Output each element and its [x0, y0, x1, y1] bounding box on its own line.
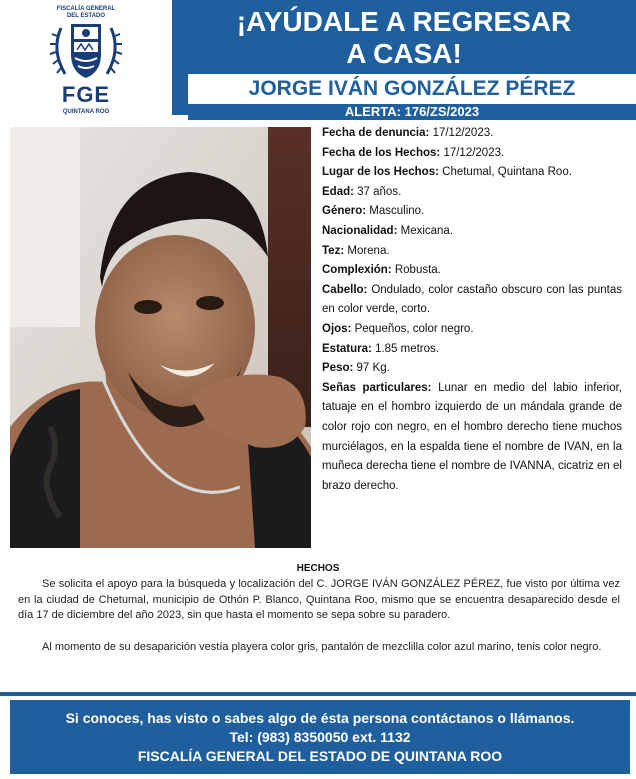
detail-value: Morena.	[347, 244, 390, 257]
footer-divider	[0, 692, 636, 696]
detail-row	[322, 124, 622, 144]
detail-row	[322, 281, 622, 320]
detail-label: Complexión:	[322, 264, 392, 277]
detail-label: Estatura:	[322, 342, 372, 355]
name-bar	[188, 74, 636, 106]
detail-value: Robusta.	[394, 264, 441, 277]
detail-row	[322, 340, 622, 360]
detail-value: Mexicana.	[400, 224, 454, 237]
hechos-body	[18, 577, 620, 655]
detail-row	[322, 320, 622, 340]
detail-label: Edad:	[322, 185, 354, 198]
logo-title-line2: DEL ESTADO	[66, 13, 106, 19]
detail-value: Chetumal, Quintana Roo.	[442, 166, 572, 179]
detail-row	[322, 261, 622, 281]
detail-label: Fecha de los Hechos:	[322, 146, 441, 159]
detail-row	[322, 163, 622, 183]
detail-row	[322, 144, 622, 164]
alert-number: ALERTA: 176/ZS/2023	[344, 104, 480, 119]
detail-label: Tez:	[322, 244, 345, 257]
hechos-paragraph-1: Se solicita el apoyo para la búsqueda y localización del C. JORGE IVÁN GONZÁLEZ PÉREZ, fue visto por última vez en la ciudad de Chetumal, municipio de Othón P. Blanco, Quintana Roo, mismo que se encuentra desaparecido desde el día 17 de diciembre del año 2023, sin que hasta el momento se sepa sobre su paradero.	[18, 578, 620, 622]
detail-row	[322, 242, 622, 262]
logo-acronym: FGE	[61, 82, 111, 107]
detail-row	[322, 359, 622, 379]
detail-value: Masculino.	[369, 205, 425, 218]
hechos-paragraph-2: Al momento de su desaparición vestía playera color gris, pantalón de mezclilla color azul marino, tenis color negro.	[42, 640, 602, 653]
detail-label: Peso:	[322, 362, 354, 375]
state-crest-icon	[47, 18, 125, 82]
detail-row	[322, 222, 622, 242]
detail-value: Ondulado, color castaño obscuro con las puntas en color verde, corto.	[322, 283, 622, 316]
detail-label: Señas particulares:	[322, 381, 432, 394]
detail-value: 17/12/2023.	[443, 146, 505, 159]
footer-banner	[10, 700, 630, 774]
detail-label: Género:	[322, 205, 367, 218]
headline-line2: A CASA!	[346, 38, 462, 69]
detail-label: Lugar de los Hechos:	[322, 166, 439, 179]
hechos-title: HECHOS	[296, 563, 340, 574]
detail-label: Cabello:	[322, 283, 368, 296]
person-photo-image	[10, 127, 311, 548]
detail-label: Ojos:	[322, 322, 352, 335]
detail-row	[322, 183, 622, 203]
footer-phone: Tel: (983) 8350050 ext. 1132	[229, 729, 411, 745]
detail-row	[322, 379, 622, 497]
logo-subtitle: QUINTANA ROO	[62, 109, 110, 115]
logo-title-line1: FISCALÍA GENERAL	[56, 6, 116, 12]
alert-bar	[188, 104, 636, 120]
detail-row	[322, 202, 622, 222]
person-photo	[10, 127, 311, 548]
detail-value: Pequeños, color negro.	[354, 322, 474, 335]
detail-value: 1.85 metros.	[375, 342, 439, 355]
detail-value: Lunar en medio del labio inferior, tatuaje en el hombro izquierdo de un mándala grande de color rojo con negro, en el hombro derecho tiene muchos murciélagos, en la espalda tiene el nombre de IVAN, en la muñeca derecha tiene el nombre de IVANNA, cicatriz en el brazo derecho.	[322, 381, 623, 492]
footer-call-to-action: Si conoces, has visto o sabes algo de ésta persona contáctanos o llámanos.	[65, 710, 575, 726]
detail-value: 37 años.	[357, 185, 402, 198]
headline-line1: ¡AYÚDALE A REGRESAR	[236, 6, 572, 37]
detail-label: Nacionalidad:	[322, 224, 398, 237]
footer-agency: FISCALÍA GENERAL DEL ESTADO DE QUINTANA ROO	[137, 748, 503, 764]
detail-label: Fecha de denuncia:	[322, 127, 430, 139]
person-name: JORGE IVÁN GONZÁLEZ PÉREZ	[248, 77, 576, 100]
person-details	[322, 124, 622, 496]
fge-logo	[0, 0, 170, 122]
detail-value: 17/12/2023.	[432, 127, 494, 139]
detail-value: 97 Kg.	[356, 362, 390, 375]
